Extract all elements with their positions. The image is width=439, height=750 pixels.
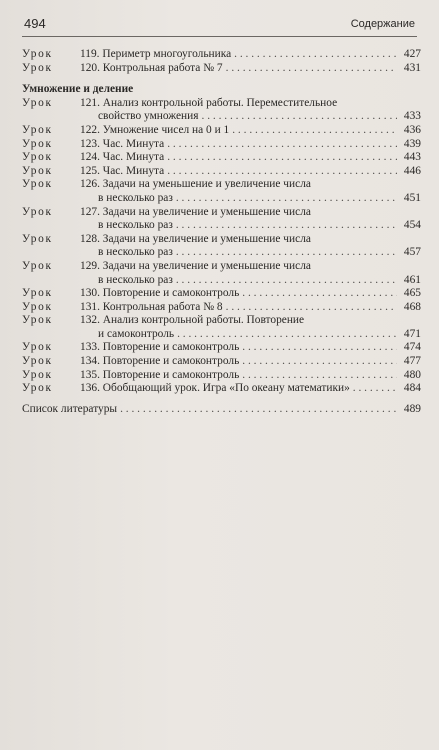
toc-entry-page: 451 [403,191,421,204]
toc-entry [22,287,421,301]
toc-entry-page: 477 [403,355,421,368]
toc-entry-continuation [22,328,421,342]
toc-entry-title: Час. Минута [102,151,165,164]
leader-dots [202,110,398,124]
toc-entry-number: 126. [80,178,100,191]
toc-entry-number: 131. [80,300,100,313]
toc-entry-number: 136. [80,382,100,395]
toc-entry-title: Повторение и самоконтроль [102,287,240,300]
toc-entry-label: Урок [22,137,53,150]
toc-entry-title-continued: в несколько раз [98,219,173,232]
toc-entry-label: Урок [22,259,53,272]
toc-entry-page: 427 [403,48,421,60]
toc-entry-title: Анализ контрольной работы. Повторение [102,314,305,327]
toc-entry-label: Урок [22,341,53,354]
toc-entry-label: Урок [22,96,53,109]
toc-entry-number: 124. [80,151,100,164]
toc-entry [22,151,421,165]
toc-entry [22,124,421,138]
leader-dots [242,355,397,369]
toc-entry [22,314,421,328]
toc-entry [22,369,421,383]
toc-entry-title: Периметр многоугольника [102,48,232,60]
toc-entries [22,97,421,396]
toc-entry-page: 465 [403,287,421,300]
toc-entry-page: 484 [403,382,421,395]
toc-entry-continuation [22,274,421,288]
bibliography-page: 489 [403,402,421,415]
toc-entry-title: Умножение чисел на 0 и 1 [102,123,230,136]
toc-entry-title-continued: свойство умножения [98,110,199,123]
toc-entry-bibliography [22,403,421,417]
leader-dots [167,151,397,165]
section-title: Умножение и деление [22,83,134,96]
page-header [22,16,417,37]
toc-entry-title: Повторение и самоконтроль [102,368,240,381]
toc-entry-title-continued: в несколько раз [98,246,173,259]
leader-dots [177,328,397,342]
toc-entry-title: Контрольная работа № 7 [102,61,223,74]
toc-entry-number: 132. [80,314,100,327]
toc-entry-label: Урок [22,355,53,368]
toc-entry [22,301,421,315]
leader-dots [176,192,397,206]
toc-entry-label: Урок [22,314,53,327]
toc-entry-label: Урок [22,178,53,191]
leader-dots [167,138,397,152]
toc-entry-number: 122. [80,123,100,136]
toc-entry-page: 454 [403,219,421,232]
leader-dots [167,165,397,179]
toc-entry-label: Урок [22,232,53,245]
toc-entry [22,382,421,396]
toc-entry-number: 134. [80,355,100,368]
toc-entry-page: 436 [403,123,421,136]
toc-entry-label: Урок [22,61,53,74]
toc-entry-continuation [22,192,421,206]
toc-entry [22,233,421,247]
toc-entry-number: 130. [80,287,100,300]
table-of-contents [22,48,421,416]
toc-entry-title: Обобщающий урок. Игра «По океану математики» [102,382,350,395]
toc-entry [22,206,421,220]
toc-entry [22,62,421,76]
toc-entry-title: Задачи на увеличение и уменьшение числа [102,259,311,272]
toc-entry-continuation [22,246,421,260]
toc-entry-label: Урок [22,382,53,395]
toc-entry-title-continued: в несколько раз [98,273,173,286]
toc-entry [22,48,421,62]
toc-entry-label: Урок [22,123,53,136]
toc-entry-title-continued: и самоконтроль [98,327,175,340]
toc-entry-label: Урок [22,164,53,177]
toc-entry-number: 135. [80,368,100,381]
toc-entry-page: 480 [403,368,421,381]
toc-entry-label: Урок [22,205,53,218]
toc-entry-label: Урок [22,368,53,381]
leader-dots [242,287,397,301]
toc-entry-number: 129. [80,259,100,272]
toc-entry-title: Повторение и самоконтроль [102,341,240,354]
toc-entry-page: 439 [403,137,421,150]
leader-dots [242,341,397,355]
leader-dots [176,274,397,288]
toc-entry-number: 133. [80,341,100,354]
running-head: Содержание [350,18,415,30]
toc-entry [22,355,421,369]
toc-entry-number: 127. [80,205,100,218]
toc-entry-title: Задачи на увеличение и уменьшение числа [102,232,311,245]
toc-entry-page: 457 [403,246,421,259]
toc-entry-page: 446 [403,164,421,177]
toc-entry-title: Час. Минута [102,137,165,150]
leader-dots [353,382,397,396]
toc-entry-page: 433 [403,110,421,123]
toc-entry-number: 128. [80,232,100,245]
toc-entry-title: Контрольная работа № 8 [102,300,223,313]
toc-entry-label: Урок [22,287,53,300]
toc-entry-continuation [22,219,421,233]
toc-entry-label: Урок [22,300,53,313]
toc-entry-page: 471 [403,327,421,340]
toc-entry-title: Задачи на увеличение и уменьшение числа [102,205,311,218]
toc-entry-number: 123. [80,137,100,150]
toc-entry-page: 468 [403,300,421,313]
leader-dots [176,219,397,233]
page-number: 494 [24,16,46,31]
bibliography-title: Список литературы [22,402,118,415]
leader-dots [176,246,397,260]
toc-entry-number: 119. [80,48,100,60]
toc-entry-page: 474 [403,341,421,354]
toc-entry [22,97,421,111]
toc-entry-title-continued: в несколько раз [98,191,173,204]
toc-entry-page: 461 [403,273,421,286]
toc-entry-continuation [22,110,421,124]
leader-dots [232,124,397,138]
toc-entry-title: Повторение и самоконтроль [102,355,240,368]
toc-entry-label: Урок [22,151,53,164]
leader-dots [120,403,397,417]
toc-entry-page: 443 [403,151,421,164]
toc-entry-page: 431 [403,61,421,74]
toc-entry [22,138,421,152]
toc-entry [22,341,421,355]
leader-dots [242,369,397,383]
leader-dots [234,48,397,62]
toc-entry-title: Анализ контрольной работы. Переместительное [102,96,338,109]
toc-entry-label: Урок [22,48,53,60]
toc-entry-number: 125. [80,164,100,177]
toc-entry-title: Задачи на уменьшение и увеличение числа [102,178,311,191]
toc-entry-title: Час. Минута [102,164,165,177]
toc-entry-number: 121. [80,96,100,109]
toc-entry [22,165,421,179]
toc-entry-number: 120. [80,61,100,74]
toc-entry [22,260,421,274]
toc-entry [22,178,421,192]
leader-dots [226,301,397,315]
leader-dots [226,62,397,76]
